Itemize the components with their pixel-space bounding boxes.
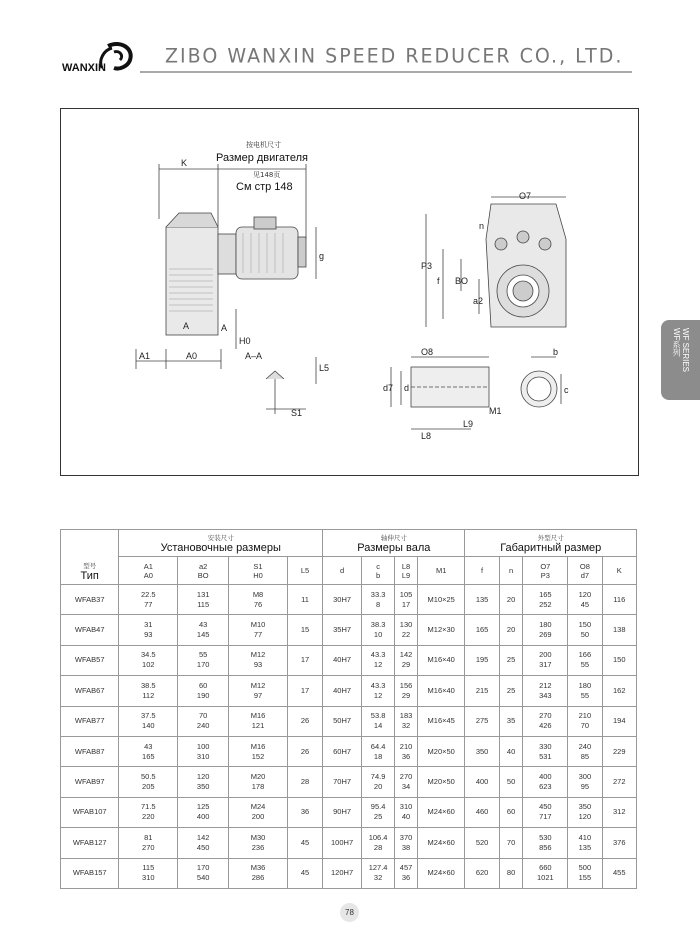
table-cell: 130 22 xyxy=(395,615,418,645)
group-header-shaft: 轴伸尺寸 Размеры вала xyxy=(323,530,465,557)
table-cell: 64.4 18 xyxy=(361,736,394,766)
svg-text:M1: M1 xyxy=(489,406,502,416)
table-cell: 45 xyxy=(287,828,322,858)
table-cell: 70 240 xyxy=(178,706,229,736)
row-type: WFAB37 xyxy=(61,585,119,615)
table-cell: 20 xyxy=(499,585,523,615)
table-cell: 71.5 220 xyxy=(119,797,178,827)
table-cell: 195 xyxy=(465,645,499,675)
row-type: WFAB67 xyxy=(61,676,119,706)
table-row xyxy=(61,736,637,766)
table-cell: 127.4 32 xyxy=(361,858,394,888)
table-cell: 200 317 xyxy=(523,645,568,675)
table-row xyxy=(61,676,637,706)
table-cell: 43 165 xyxy=(119,736,178,766)
table-cell: 150 xyxy=(602,645,636,675)
column-header: O7 P3 xyxy=(523,557,568,585)
table-cell: M24 200 xyxy=(229,797,288,827)
row-type: WFAB57 xyxy=(61,645,119,675)
row-type: WFAB107 xyxy=(61,797,119,827)
table-cell: 312 xyxy=(602,797,636,827)
table-cell: M30 236 xyxy=(229,828,288,858)
motor-size-cn: 按电机尺寸 xyxy=(246,141,281,149)
table-cell: 120 350 xyxy=(178,767,229,797)
table-cell: 20 xyxy=(499,615,523,645)
table-cell: 30H7 xyxy=(323,585,362,615)
row-type: WFAB127 xyxy=(61,828,119,858)
row-type: WFAB97 xyxy=(61,767,119,797)
table-cell: M24×60 xyxy=(417,858,465,888)
svg-text:L5: L5 xyxy=(319,363,330,373)
column-header: d xyxy=(323,557,362,585)
type-header: 型号 Тип xyxy=(61,530,119,585)
svg-text:H0: H0 xyxy=(239,336,251,346)
dimension-table xyxy=(60,529,637,889)
row-type: WFAB47 xyxy=(61,615,119,645)
table-cell: 215 xyxy=(465,676,499,706)
table-cell: 210 70 xyxy=(568,706,602,736)
table-cell: M12×30 xyxy=(417,615,465,645)
table-cell: M12 97 xyxy=(229,676,288,706)
row-type: WFAB87 xyxy=(61,736,119,766)
table-cell: 31 93 xyxy=(119,615,178,645)
table-cell: 180 269 xyxy=(523,615,568,645)
table-cell: 370 38 xyxy=(395,828,418,858)
table-cell: 660 1021 xyxy=(523,858,568,888)
see-page-ru: См стр 148 xyxy=(236,181,293,193)
table-cell: 400 623 xyxy=(523,767,568,797)
company-name: ZIBO WANXIN SPEED REDUCER CO., LTD. xyxy=(165,44,624,68)
svg-text:b: b xyxy=(553,347,559,357)
table-cell: M20 178 xyxy=(229,767,288,797)
svg-text:A: A xyxy=(221,323,228,333)
table-cell: M10×25 xyxy=(417,585,465,615)
table-cell: 40 xyxy=(499,736,523,766)
table-cell: 455 xyxy=(602,858,636,888)
table-cell: 500 155 xyxy=(568,858,602,888)
svg-text:O8: O8 xyxy=(421,347,434,357)
svg-text:A0: A0 xyxy=(186,351,198,361)
table-cell: 60 xyxy=(499,797,523,827)
table-cell: 26 xyxy=(287,736,322,766)
table-cell: 17 xyxy=(287,645,322,675)
motor-size-ru: Размер двигателя xyxy=(216,152,308,164)
svg-text:d: d xyxy=(404,383,410,393)
table-cell: 50H7 xyxy=(323,706,362,736)
table-cell: 55 170 xyxy=(178,645,229,675)
table-cell: 125 400 xyxy=(178,797,229,827)
table-cell: 115 310 xyxy=(119,858,178,888)
table-row xyxy=(61,615,637,645)
table-cell: 33.3 8 xyxy=(361,585,394,615)
table-cell: 229 xyxy=(602,736,636,766)
table-cell: 40H7 xyxy=(323,645,362,675)
svg-text:d7: d7 xyxy=(383,383,394,393)
column-header: O8 d7 xyxy=(568,557,602,585)
group-header-mounting: 安装尺寸 Установочные размеры xyxy=(119,530,323,557)
table-cell: 60H7 xyxy=(323,736,362,766)
table-cell: 15 xyxy=(287,615,322,645)
series-side-tab xyxy=(661,320,700,400)
table-cell: 120H7 xyxy=(323,858,362,888)
table-cell: 43 145 xyxy=(178,615,229,645)
table-cell: 74.9 20 xyxy=(361,767,394,797)
table-cell: 60 190 xyxy=(178,676,229,706)
table-cell: 95.4 25 xyxy=(361,797,394,827)
table-cell: 170 540 xyxy=(178,858,229,888)
technical-drawing xyxy=(60,108,639,476)
svg-text:L9: L9 xyxy=(463,419,474,429)
svg-text:O7: O7 xyxy=(519,191,532,201)
table-cell: 135 xyxy=(465,585,499,615)
table-cell: 11 xyxy=(287,585,322,615)
table-cell: 450 717 xyxy=(523,797,568,827)
table-cell: 35 xyxy=(499,706,523,736)
table-cell: 100 310 xyxy=(178,736,229,766)
table-cell: 28 xyxy=(287,767,322,797)
table-cell: 50.5 205 xyxy=(119,767,178,797)
svg-text:BO: BO xyxy=(455,276,469,286)
table-cell: 90H7 xyxy=(323,797,362,827)
table-cell: 38.3 10 xyxy=(361,615,394,645)
table-cell: 156 29 xyxy=(395,676,418,706)
table-cell: 36 xyxy=(287,797,322,827)
table-row xyxy=(61,828,637,858)
svg-text:A–A: A–A xyxy=(245,351,263,361)
table-cell: 80 xyxy=(499,858,523,888)
table-cell: 270 34 xyxy=(395,767,418,797)
table-cell: 530 856 xyxy=(523,828,568,858)
svg-text:K: K xyxy=(181,158,188,168)
table-cell: 272 xyxy=(602,767,636,797)
table-cell: 376 xyxy=(602,828,636,858)
table-cell: 183 32 xyxy=(395,706,418,736)
table-cell: M16×40 xyxy=(417,645,465,675)
table-cell: M20×50 xyxy=(417,767,465,797)
svg-text:f: f xyxy=(437,276,440,286)
table-cell: M10 77 xyxy=(229,615,288,645)
series-tab-cn: WF系列 xyxy=(672,328,681,357)
table-cell: M36 286 xyxy=(229,858,288,888)
svg-text:c: c xyxy=(564,385,569,395)
table-cell: 460 xyxy=(465,797,499,827)
table-cell: 105 17 xyxy=(395,585,418,615)
table-cell: 300 95 xyxy=(568,767,602,797)
table-cell: 330 531 xyxy=(523,736,568,766)
row-type: WFAB77 xyxy=(61,706,119,736)
table-cell: 22.5 77 xyxy=(119,585,178,615)
table-cell: 410 135 xyxy=(568,828,602,858)
table-cell: 26 xyxy=(287,706,322,736)
svg-text:P3: P3 xyxy=(421,261,433,271)
table-cell: 37.5 140 xyxy=(119,706,178,736)
table-cell: M8 76 xyxy=(229,585,288,615)
table-cell: 194 xyxy=(602,706,636,736)
svg-text:A: A xyxy=(183,321,190,331)
table-row xyxy=(61,858,637,888)
table-cell: 162 xyxy=(602,676,636,706)
gearbox-drawing xyxy=(61,109,638,475)
table-row xyxy=(61,797,637,827)
table-cell: M24×60 xyxy=(417,828,465,858)
column-header: K xyxy=(602,557,636,585)
table-cell: 620 xyxy=(465,858,499,888)
table-cell: 38.5 112 xyxy=(119,676,178,706)
table-cell: 520 xyxy=(465,828,499,858)
column-header: a2 BO xyxy=(178,557,229,585)
column-header: L5 xyxy=(287,557,322,585)
table-cell: M20×50 xyxy=(417,736,465,766)
table-cell: 120 45 xyxy=(568,585,602,615)
table-cell: M24×60 xyxy=(417,797,465,827)
table-cell: 40H7 xyxy=(323,676,362,706)
svg-text:g: g xyxy=(319,251,325,261)
table-cell: 50 xyxy=(499,767,523,797)
table-cell: 270 426 xyxy=(523,706,568,736)
table-cell: 180 55 xyxy=(568,676,602,706)
column-header-row xyxy=(61,557,637,585)
table-cell: 34.5 102 xyxy=(119,645,178,675)
column-header: A1 A0 xyxy=(119,557,178,585)
header-divider xyxy=(140,71,632,73)
table-cell: 35H7 xyxy=(323,615,362,645)
table-row xyxy=(61,706,637,736)
table-cell: 457 36 xyxy=(395,858,418,888)
group-header-overall: 外型尺寸 Габаритный размер xyxy=(465,530,637,557)
table-row xyxy=(61,585,637,615)
table-body xyxy=(61,585,637,889)
table-row xyxy=(61,645,637,675)
table-row xyxy=(61,767,637,797)
svg-text:S1: S1 xyxy=(291,408,303,418)
column-header: L8 L9 xyxy=(395,557,418,585)
table-cell: 350 120 xyxy=(568,797,602,827)
table-cell: 310 40 xyxy=(395,797,418,827)
table-cell: 25 xyxy=(499,645,523,675)
row-type: WFAB157 xyxy=(61,858,119,888)
table-cell: 400 xyxy=(465,767,499,797)
table-cell: 45 xyxy=(287,858,322,888)
table-cell: 138 xyxy=(602,615,636,645)
table-cell: 166 55 xyxy=(568,645,602,675)
table-cell: 100H7 xyxy=(323,828,362,858)
see-page-cn: 见148页 xyxy=(253,171,281,179)
table-cell: 210 36 xyxy=(395,736,418,766)
company-logo xyxy=(58,38,138,76)
table-cell: 165 xyxy=(465,615,499,645)
table-cell: 240 85 xyxy=(568,736,602,766)
table-cell: 142 450 xyxy=(178,828,229,858)
table-cell: 142 29 xyxy=(395,645,418,675)
table-cell: 43.3 12 xyxy=(361,645,394,675)
column-header: f xyxy=(465,557,499,585)
column-header: n xyxy=(499,557,523,585)
table-cell: 131 115 xyxy=(178,585,229,615)
table-cell: 116 xyxy=(602,585,636,615)
column-header: c b xyxy=(361,557,394,585)
table-cell: M12 93 xyxy=(229,645,288,675)
column-header: M1 xyxy=(417,557,465,585)
table-cell: 70H7 xyxy=(323,767,362,797)
table-cell: 53.8 14 xyxy=(361,706,394,736)
logo-text: WANXIN xyxy=(62,62,106,74)
table-cell: 70 xyxy=(499,828,523,858)
table-cell: M16 152 xyxy=(229,736,288,766)
table-cell: 81 270 xyxy=(119,828,178,858)
table-cell: M16×45 xyxy=(417,706,465,736)
table-cell: 106.4 28 xyxy=(361,828,394,858)
table-cell: 212 343 xyxy=(523,676,568,706)
table-cell: 25 xyxy=(499,676,523,706)
svg-text:L8: L8 xyxy=(421,431,432,441)
table-cell: 150 50 xyxy=(568,615,602,645)
table-cell: 165 252 xyxy=(523,585,568,615)
svg-text:A1: A1 xyxy=(139,351,151,361)
table-cell: 43.3 12 xyxy=(361,676,394,706)
table-cell: 275 xyxy=(465,706,499,736)
column-header: S1 H0 xyxy=(229,557,288,585)
page-number: 78 xyxy=(340,903,359,922)
svg-text:a2: a2 xyxy=(473,296,484,306)
table-cell: M16×40 xyxy=(417,676,465,706)
svg-text:n: n xyxy=(479,221,485,231)
table-cell: 17 xyxy=(287,676,322,706)
table-cell: 350 xyxy=(465,736,499,766)
series-tab-en: WF SERIES xyxy=(681,328,690,373)
table-cell: M16 121 xyxy=(229,706,288,736)
